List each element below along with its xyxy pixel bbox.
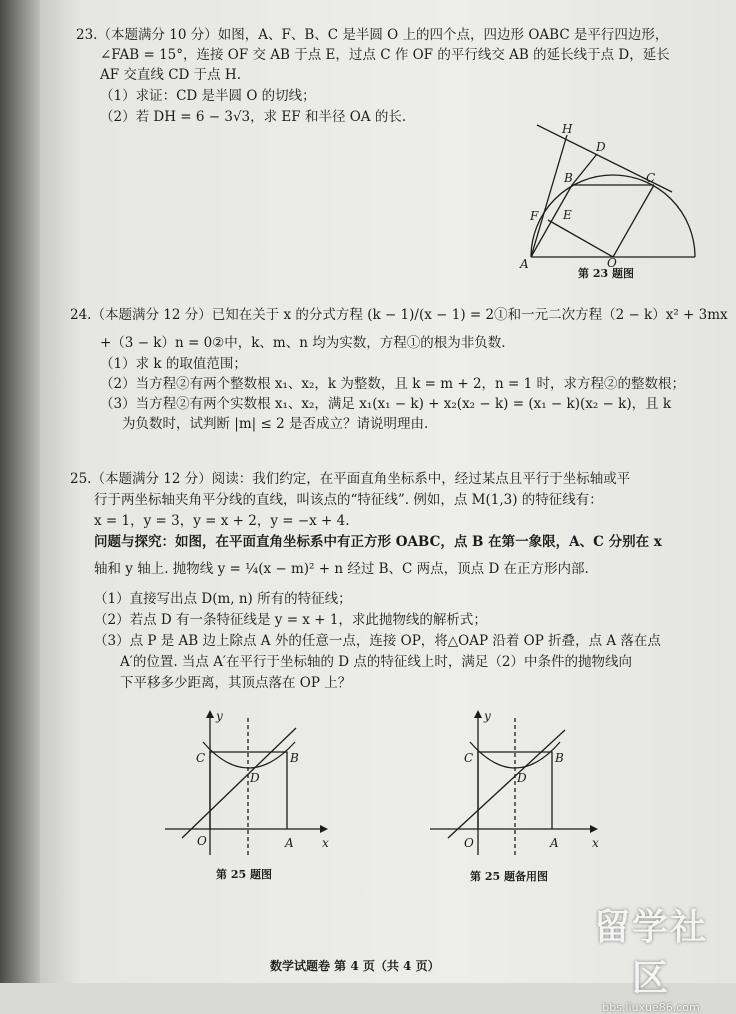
q23-line-5: （2）若 DH = 6 − 3√3，求 EF 和半径 OA 的长.	[100, 109, 407, 125]
q23-line-4: （1）求证：CD 是半圆 O 的切线；	[100, 88, 316, 104]
q25-line-2: 行于两坐标轴夹角平分线的直线，叫该点的“特征线”. 例如，点 M(1,3) 的特征线有：	[94, 492, 603, 508]
q23-label-O: O	[607, 256, 617, 270]
q23-line-1: 23.（本题满分 10 分）如图，A、F、B、C 是半圆 O 上的四个点，四边形 OABC 是平行四边形，	[76, 27, 669, 43]
q23-label-F: F	[530, 209, 539, 223]
q25-spare-label-C: C	[464, 751, 474, 765]
q25-line-4: 问题与探究：如图，在平面直角坐标系中有正方形 OABC，点 B 在第一象限，A、C 分别在 x	[94, 534, 662, 550]
q25-line-1: 25.（本题满分 12 分）阅读：我们约定，在平面直角坐标系中，经过某点且平行于坐标轴或平	[70, 471, 631, 487]
q23-label-A: A	[520, 257, 529, 271]
q25-figure-caption-2: 第 25 题备用图	[470, 870, 548, 883]
q23-label-E: E	[563, 208, 572, 222]
q23-line-3: AF 交直线 CD 于点 H.	[100, 67, 241, 83]
q25-main-label-x: x	[322, 836, 329, 850]
q23-label-H: H	[562, 122, 573, 136]
q25-spare-label-B: B	[555, 751, 564, 765]
q25-spare-label-O: O	[464, 836, 474, 850]
q24-line-1: 24.（本题满分 12 分）已知在关于 x 的分式方程 (k − 1)/(x − 1) = 2①和一元二次方程（2 − k）x² + 3mx	[70, 307, 728, 323]
q25-line-3: x = 1，y = 3，y = x + 2，y = −x + 4.	[94, 513, 350, 529]
q25-main-label-A: A	[285, 836, 294, 850]
q25-line-8: （3）点 P 是 AB 边上除点 A 外的任意一点，连接 OP，将△OAP 沿着 OP 折叠，点 A 落在点	[94, 633, 661, 649]
watermark-brand: 留学社区	[593, 907, 708, 999]
q25-main-label-D: D	[250, 771, 260, 785]
q23-label-D: D	[596, 140, 606, 154]
q25-spare-label-y: y	[484, 709, 491, 723]
q25-line-6: （1）直接写出点 D(m, n) 所有的特征线；	[94, 591, 352, 607]
q25-line-10: 下平移多少距离，其顶点落在 OP 上？	[120, 675, 352, 691]
page-footer: 数学试题卷 第 4 页（共 4 页）	[270, 959, 440, 973]
q23-line-2: ∠FAB = 15°，连接 OF 交 AB 于点 E，过点 C 作 OF 的平行线交 AB 的延长线于点 D，延长	[100, 47, 670, 63]
q24-line-5: （3）当方程②有两个实数根 x₁、x₂，满足 x₁(x₁ − k) + x₂(x₂ − k) = (x₁ − k)(x₂ − k)，且 k	[100, 396, 672, 412]
q25-main-label-O: O	[197, 834, 207, 848]
q25-main-label-C: C	[196, 751, 206, 765]
q25-main-label-B: B	[290, 751, 299, 765]
q25-spare-feature-line	[448, 730, 565, 838]
q25-figure-caption-1: 第 25 题图	[216, 868, 272, 881]
q24-line-3: （1）求 k 的取值范围；	[100, 356, 247, 372]
q25-spare-y-arrow	[474, 710, 482, 718]
q25-spare-label-x: x	[592, 836, 599, 850]
q25-spare-x-arrow	[590, 825, 598, 833]
q25-line-7: （2）若点 D 有一条特征线是 y = x + 1，求此抛物线的解析式；	[94, 612, 487, 628]
q23-figure-caption: 第 23 题图	[578, 267, 634, 280]
q25-spare-label-D: D	[517, 771, 527, 785]
q24-line-4: （2）当方程②有两个整数根 x₁、x₂，k 为整数，且 k = m + 2，n = 1 时，求方程②的整数根；	[100, 376, 686, 392]
q25-spare-label-A: A	[550, 836, 559, 850]
q25-line-9: A′的位置. 当点 A′在平行于坐标轴的 D 点的特征线上时，满足（2）中条件的抛物线向	[120, 654, 632, 670]
q24-line-2: +（3 − k）n = 0②中，k、m、n 均为实数，方程①的根为非负数.	[100, 335, 506, 351]
watermark-url: bbs.liuxue86.com	[602, 1001, 700, 1014]
q25-line-5: 轴和 y 轴上. 抛物线 y = ¼(x − m)² + n 经过 B、C 两点，顶点 D 在正方形内部.	[94, 561, 589, 577]
watermark	[576, 899, 726, 1014]
q24-line-6: 为负数时，试判断 |m| ≤ 2 是否成立？请说明理由.	[122, 416, 429, 432]
q25-main-label-y: y	[216, 709, 223, 723]
q23-label-B: B	[564, 171, 573, 185]
q23-label-C: C	[646, 171, 656, 185]
